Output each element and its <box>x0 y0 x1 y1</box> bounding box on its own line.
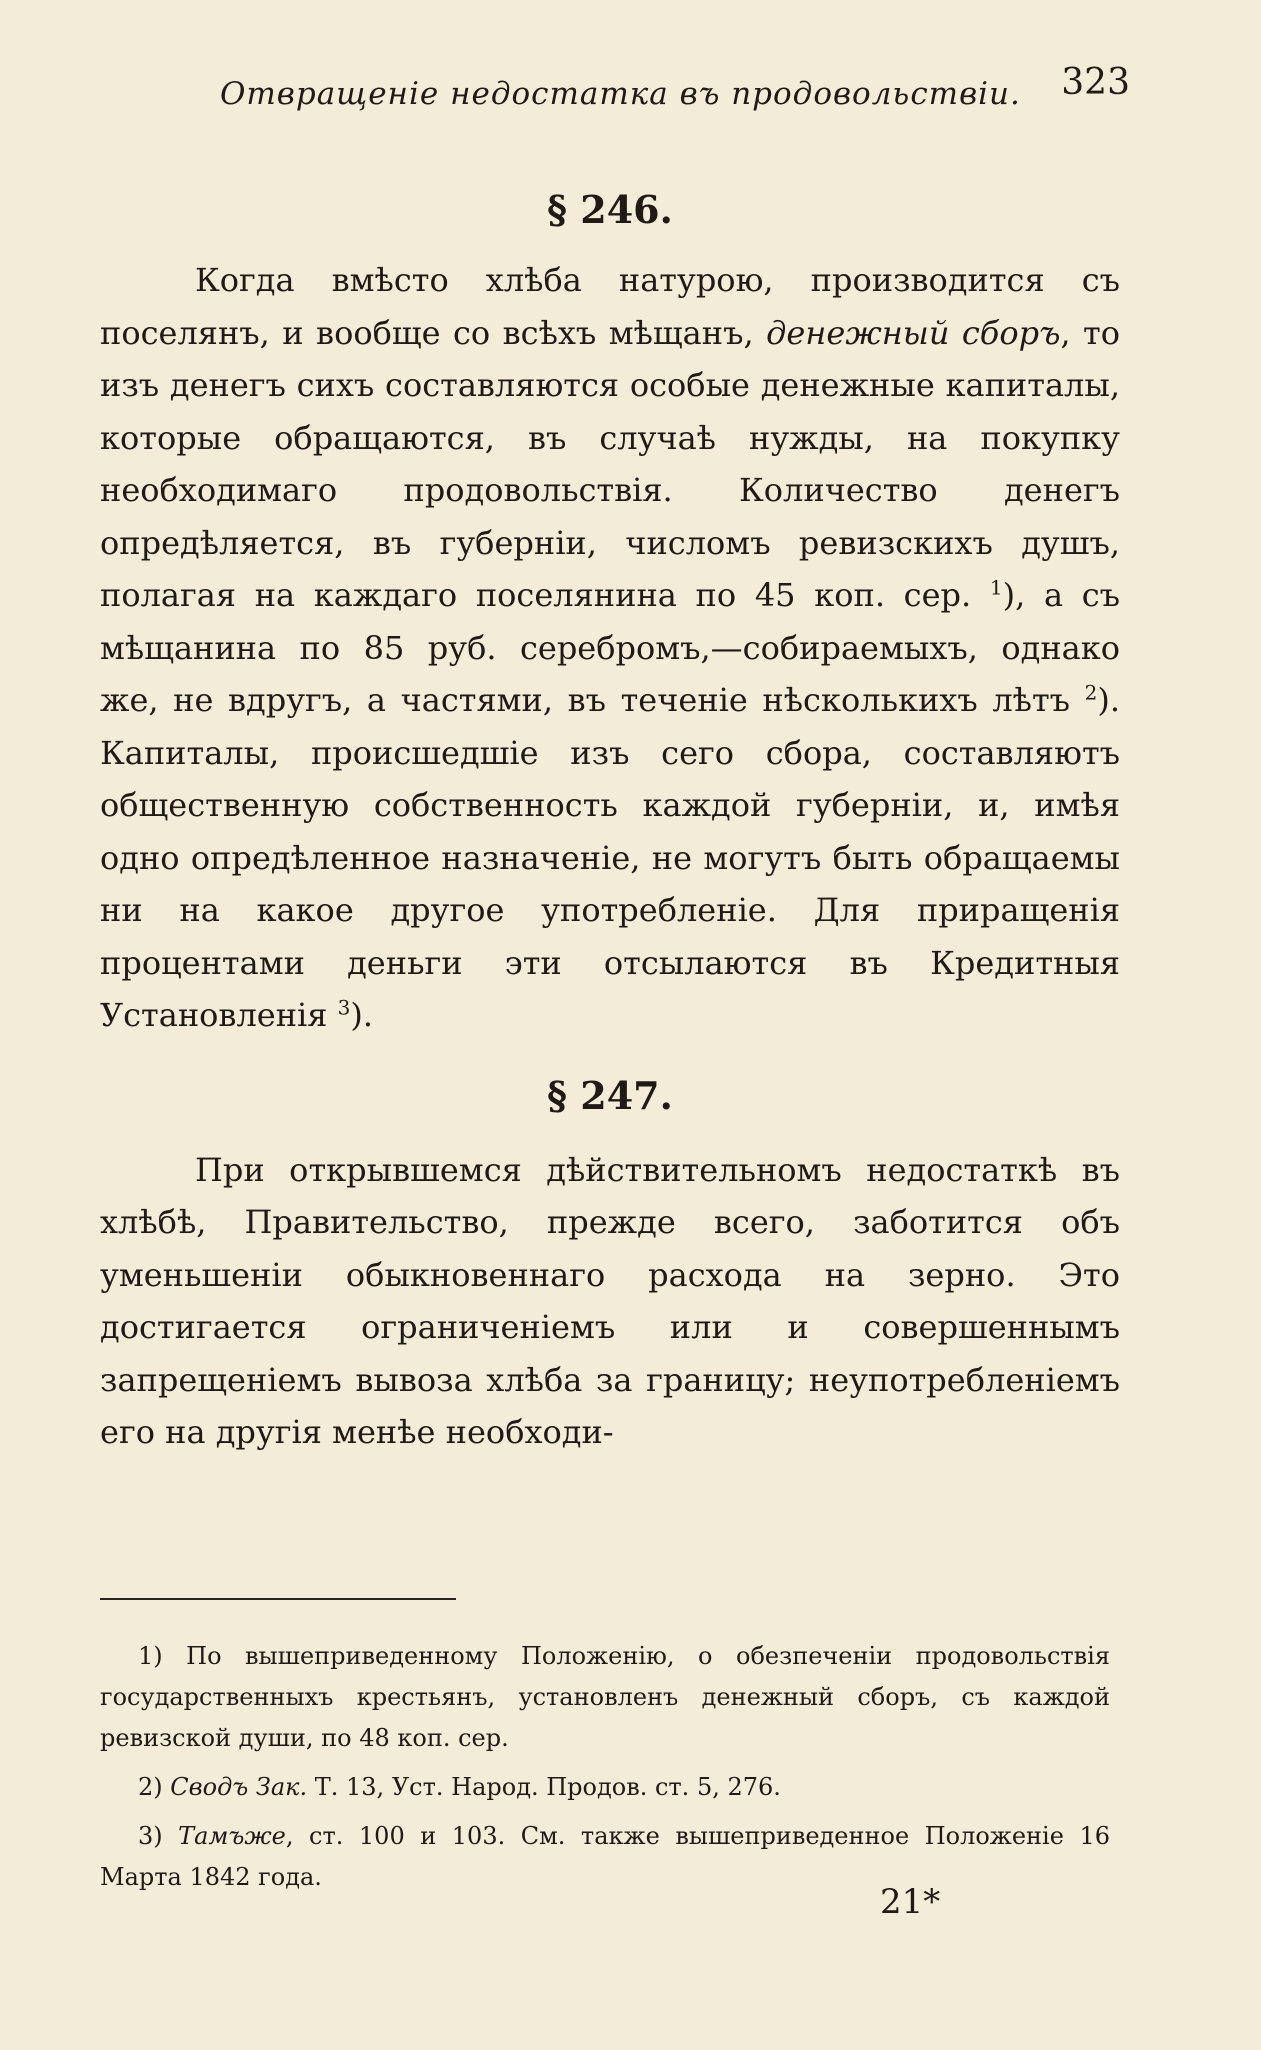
running-title: Отвращеніе недостатка въ продовольствіи. <box>220 76 1021 112</box>
footnote-ref-2[interactable]: 2 <box>1084 680 1098 705</box>
paragraph-text: ). Капиталы, происшедшіе изъ сего сбора, составляютъ общественную собственность каждой губерніи, и, имѣя одно опредѣленное назначеніе, не могутъ быть обращаемы ни на какое другое употребленіе. Для приращенія процентами деньги эти отсылаются въ Кредитныя Установленія <box>100 681 1120 1034</box>
footnote-source: Сводъ Зак. <box>170 1773 308 1801</box>
footnote-3 <box>100 1816 1110 1898</box>
footnote-2 <box>100 1767 1110 1808</box>
footnote-text: Т. 13, Уст. Народ. Продов. ст. 5, 276. <box>307 1773 781 1801</box>
page-header <box>100 62 1130 122</box>
footnote-text: По вышеприведенному Положенію, о обезпеченіи продовольствія государственныхъ крестьянъ, установленъ денежный сборъ, съ каждой ревизской души, по 48 коп. сер. <box>100 1642 1110 1752</box>
section-heading-246: § 246. <box>547 187 673 232</box>
paragraph-246 <box>100 254 1120 1042</box>
paragraph-247: При открывшемся дѣйствительномъ недостаткѣ въ хлѣбѣ, Правительство, прежде всего, заботится объ уменьшеніи обыкновеннаго расхода на зерно. Это достигается ограниченіемъ или и совершеннымъ запрещеніемъ вывоза хлѣба за границу; неупотребленіемъ его на другія менѣе необходи- <box>100 1150 1120 1451</box>
footnote-source: Тамъже <box>178 1822 286 1850</box>
footnote-number: 2) <box>138 1773 163 1801</box>
paragraph-text: ). <box>350 996 374 1034</box>
footnote-text: , ст. 100 и 103. См. также вышеприведенное Положеніе 16 Марта 1842 года. <box>100 1822 1110 1891</box>
paragraph-text: , то изъ денегъ сихъ составляются особые денежные капиталы, которые обращаются, въ случаѣ нужды, на покупку необходимаго продовольствія. Количество денегъ опредѣляется, въ губерніи, числомъ ревизскихъ душъ, полагая на каждаго поселянина по 45 коп. сер. <box>100 313 1121 614</box>
footnotes <box>100 1636 1110 1906</box>
footnote-number: 1) <box>138 1642 163 1670</box>
section-heading-247: § 247. <box>547 1072 673 1118</box>
footnote-ref-3[interactable]: 3 <box>337 995 351 1020</box>
page-number: 323 <box>1061 62 1130 103</box>
footnote-1 <box>100 1636 1110 1759</box>
footnote-ref-1[interactable]: 1 <box>989 575 1003 600</box>
printer-signature: 21* <box>880 1882 941 1922</box>
paragraph-text: ), а съ мѣщанина по 85 руб. серебромъ,—собираемыхъ, однако же, не вдругъ, а частями, въ теченіе нѣсколькихъ лѣтъ <box>100 576 1121 719</box>
footnote-number: 3) <box>138 1822 163 1850</box>
italic-term: денежный сборъ <box>766 313 1061 352</box>
footnote-divider <box>100 1598 456 1600</box>
main-text <box>100 180 1120 1459</box>
paragraph-text: Когда вмѣсто хлѣба натурою, производится съ поселянъ, и вообще со всѣхъ мѣщанъ, <box>100 261 1120 352</box>
